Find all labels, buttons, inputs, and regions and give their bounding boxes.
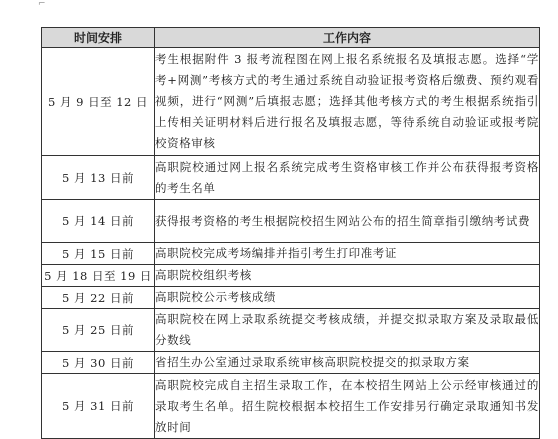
row-content: 高职院校在网上录取系统提交考核成绩，并提交拟录取方案及录取最低分数线 (155, 309, 540, 352)
table-row (42, 243, 540, 265)
row-time: 5 月 30 日前 (42, 352, 155, 374)
row-time: 5 月 31 日前 (42, 374, 155, 439)
admission-schedule-table (41, 27, 540, 439)
row-time: 5 月 13 日前 (42, 156, 155, 200)
row-content: 省招生办公室通过录取系统审核高职院校提交的拟录取方案 (155, 352, 540, 374)
row-time: 5 月 14 日前 (42, 200, 155, 243)
table-row (42, 265, 540, 287)
header-work-content: 工作内容 (155, 28, 540, 48)
table-row (42, 309, 540, 352)
row-content: 高职院校组织考核 (155, 265, 540, 287)
row-content: 高职院校公示考核成绩 (155, 287, 540, 309)
table-row (42, 287, 540, 309)
row-time: 5 月 22 日前 (42, 287, 155, 309)
table-row (42, 48, 540, 156)
row-time: 5 月 25 日前 (42, 309, 155, 352)
row-content: 高职院校完成考场编排并指引考生打印准考证 (155, 243, 540, 265)
row-content: 高职院校通过网上报名系统完成考生资格审核工作并公布获得报考资格的考生名单 (155, 156, 540, 200)
row-time: 5 月 15 日前 (42, 243, 155, 265)
table-row (42, 156, 540, 200)
table-row (42, 200, 540, 243)
header-time-arrangement: 时间安排 (42, 28, 155, 48)
row-content: 考生根据附件 3 报考流程图在网上报名系统报名及填报志愿。选择“学考+网测”考核方式的考生通过系统自动验证报考资格后缴费、预约观看视频，进行“网测”后填报志愿；选择其他考核方式的考生根据系统指引上传相关证明材料后进行报名及填报志愿，等待系统自动验证或报考院校资格审核 (155, 48, 540, 156)
table-header-row (42, 28, 540, 48)
row-content: 获得报考资格的考生根据院校招生网站公布的招生简章指引缴纳考试费 (155, 200, 540, 243)
table-row (42, 352, 540, 374)
row-content: 高职院校完成自主招生录取工作，在本校招生网站上公示经审核通过的录取考生名单。招生院校根据本校招生工作安排另行确定录取通知书发放时间 (155, 374, 540, 439)
row-time: 5 月 9 日至 12 日 (42, 48, 155, 156)
table-row (42, 374, 540, 439)
row-time: 5 月 18 日至 19 日 (42, 265, 155, 287)
page-corner-mark: ⌐ (38, 0, 46, 9)
